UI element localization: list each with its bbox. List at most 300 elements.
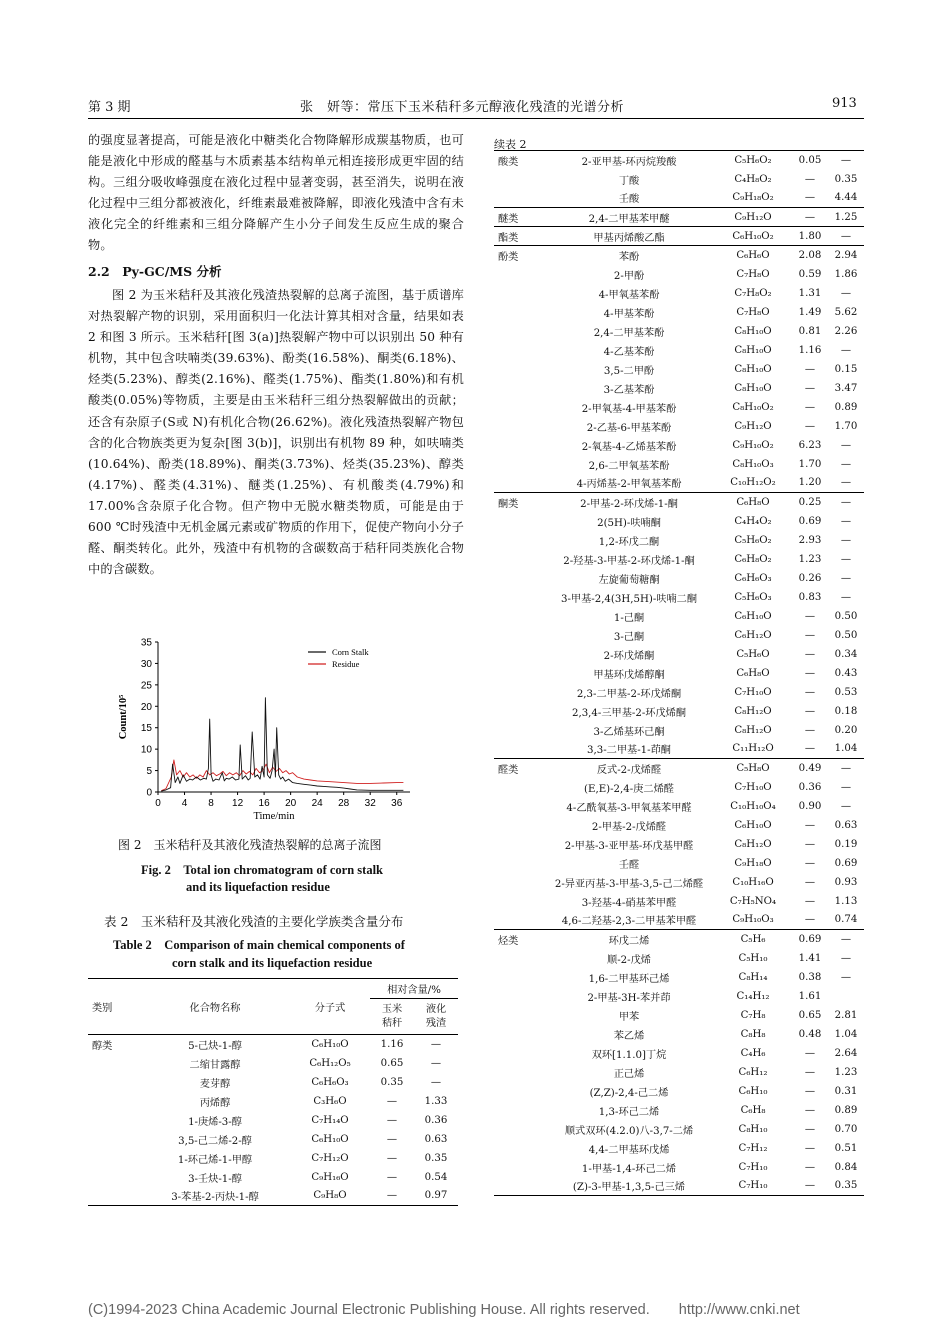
compound-name-cell: 1-己酮 <box>613 612 645 624</box>
table-row <box>494 1120 864 1139</box>
y-tick-label: 25 <box>140 680 152 692</box>
copyright-footer: (C)1994-2023 China Academic Journal Electronic Publishing House. All rights reserved. http://www.cnki.net <box>88 1302 800 1318</box>
table-row <box>494 626 864 645</box>
residue-value-cell: 0.15 <box>834 363 858 375</box>
residue-value-cell: 4.44 <box>834 192 858 204</box>
compound-name-cell: 2-环戊烯酮 <box>603 650 655 662</box>
table-row <box>494 246 864 265</box>
category-cell <box>494 987 544 1006</box>
corn-value-cell: 0.38 <box>798 971 822 983</box>
formula-cell: C₆H₆O₃ <box>734 572 772 584</box>
x-tick-label: 36 <box>391 798 403 809</box>
category-cell <box>494 721 544 740</box>
formula-cell: C₉H₁₈O <box>734 857 772 869</box>
residue-value-cell: — <box>840 952 852 964</box>
table-right-container <box>494 150 864 1196</box>
residue-value-cell: — <box>430 1038 442 1050</box>
figure-caption-cn: 图 2 玉米秸秆及其液化残渣热裂解的总离子流图 <box>118 838 382 852</box>
formula-cell: C₆H₁₂O <box>734 629 772 641</box>
corn-value-cell: — <box>386 1171 398 1183</box>
residue-value-cell: 0.53 <box>834 686 858 698</box>
formula-cell: C₉H₁₆O <box>311 1171 349 1183</box>
category-cell <box>88 1111 140 1130</box>
corn-value-cell: 0.35 <box>380 1076 404 1088</box>
formula-cell: C₆H₆O <box>736 249 770 261</box>
compound-name-cell: 麦芽醇 <box>199 1078 231 1090</box>
formula-cell: C₅H₈O <box>736 762 770 774</box>
category-cell <box>494 892 544 911</box>
corn-value-cell: 0.49 <box>798 762 822 774</box>
corn-value-cell: — <box>804 876 816 888</box>
formula-cell: C₁₀H₁₀O₄ <box>730 800 776 812</box>
corn-value-cell: 1.49 <box>798 306 822 318</box>
table-continued-label: 续表 2 <box>494 138 527 151</box>
category-cell <box>494 873 544 892</box>
table-row <box>88 1168 458 1187</box>
compound-name-cell: 壬醛 <box>618 859 640 871</box>
residue-value-cell: 0.19 <box>834 838 858 850</box>
residue-value-cell: 1.04 <box>834 1028 858 1040</box>
compound-name-cell: 3-己酮 <box>613 631 645 643</box>
formula-cell: C₆H₈O <box>736 496 770 508</box>
category-cell <box>494 797 544 816</box>
compound-name-cell: (Z,Z)-2,4-己二烯 <box>589 1087 669 1099</box>
table-row <box>494 341 864 360</box>
compound-name-cell: 苯乙烯 <box>613 1030 645 1042</box>
formula-cell: C₄H₈O₂ <box>734 173 772 185</box>
table-row <box>494 1139 864 1158</box>
corn-value-cell: — <box>804 743 816 755</box>
corn-value-cell: — <box>804 420 816 432</box>
table-row <box>494 854 864 873</box>
corn-value-cell: 0.36 <box>798 781 822 793</box>
compound-name-cell: 4-乙酰氧基-3-甲氧基苯甲醛 <box>566 802 692 814</box>
compound-name-cell: 反式-2-戊烯醛 <box>596 764 662 776</box>
formula-cell: C₅H₆O₃ <box>734 591 772 603</box>
formula-cell: C₅H₆O₂ <box>734 534 772 546</box>
table-row <box>494 740 864 759</box>
compound-name-cell: 3-苯基-2-丙炔-1-醇 <box>171 1192 259 1204</box>
category-cell: 酯类 <box>498 232 519 244</box>
col-header-corn: 玉米秸秆 <box>381 1003 403 1029</box>
corn-value-cell: — <box>386 1095 398 1107</box>
residue-value-cell: 0.43 <box>834 667 858 679</box>
corn-value-cell: — <box>804 724 816 736</box>
residue-value-cell: 0.18 <box>834 705 858 717</box>
category-cell <box>494 569 544 588</box>
category-cell <box>494 341 544 360</box>
formula-cell: C₇H₁₂ <box>738 1142 768 1154</box>
category-cell <box>494 1120 544 1139</box>
table-row <box>494 911 864 930</box>
formula-cell: C₆H₁₀O <box>734 819 772 831</box>
residue-value-cell: — <box>840 591 852 603</box>
residue-value-cell: 0.63 <box>834 819 858 831</box>
x-tick-label: 24 <box>311 798 323 809</box>
corn-value-cell: — <box>804 401 816 413</box>
residue-value-cell: 1.04 <box>834 743 858 755</box>
compound-name-cell: 4,4-二甲基环戊烯 <box>588 1144 670 1156</box>
corn-value-cell: — <box>804 192 816 204</box>
residue-value-cell: — <box>840 458 852 470</box>
table-row <box>494 208 864 227</box>
corn-value-cell: — <box>804 838 816 850</box>
residue-value-cell: — <box>840 572 852 584</box>
formula-cell: C₉H₁₂O <box>734 211 772 223</box>
legend-label: Corn Stalk <box>332 647 369 657</box>
residue-value-cell: 0.89 <box>834 1104 858 1116</box>
corn-value-cell: — <box>804 686 816 698</box>
residue-value-cell: 0.84 <box>834 1161 858 1173</box>
y-axis-label: Count/10⁵ <box>118 694 129 740</box>
formula-cell: C₆H₁₀O₂ <box>732 230 774 242</box>
corn-value-cell: — <box>804 895 816 907</box>
residue-value-cell: — <box>840 154 852 166</box>
corn-value-cell: 0.65 <box>798 1009 822 1021</box>
category-cell <box>494 1139 544 1158</box>
residue-value-cell: 0.35 <box>424 1152 448 1164</box>
residue-value-cell: — <box>840 477 852 489</box>
corn-value-cell: 2.08 <box>798 249 822 261</box>
x-axis-label: Time/min <box>253 811 295 822</box>
corn-value-cell: — <box>804 667 816 679</box>
corn-value-cell: 1.20 <box>798 477 822 489</box>
residue-value-cell: — <box>840 933 852 945</box>
compound-name-cell: 4-乙基苯酚 <box>603 346 655 358</box>
corn-value-cell: — <box>804 1047 816 1059</box>
formula-cell: C₈H₁₀O₃ <box>732 458 774 470</box>
table-row <box>494 968 864 987</box>
residue-value-cell <box>828 987 864 1006</box>
compound-name-cell: 4-甲基苯酚 <box>603 308 655 320</box>
corn-value-cell: 0.65 <box>380 1057 404 1069</box>
compound-name-cell: 2-羟基-3-甲基-2-环戊烯-1-酮 <box>563 555 695 567</box>
table-row <box>494 512 864 531</box>
category-cell <box>494 170 544 189</box>
table-row <box>494 265 864 284</box>
legend-label: Residue <box>332 659 360 669</box>
compound-name-cell: 2-甲酚 <box>613 270 645 282</box>
table-row <box>494 436 864 455</box>
x-tick-label: 0 <box>155 798 161 809</box>
x-tick-label: 12 <box>232 798 244 809</box>
body-paragraph-1: 的强度显著提高，可能是液化中糖类化合物降解形成羰基物质，也可能是液化中形成的醛基与木质素基本结构单元相连接形成更牢固的结构。三组分吸收峰强度在液化过程中显著变弱，甚至消失，说明在液化过程中三组分都被液化，纤维素最难被降解，即液化残渣中含有未液化完全的纤维素和三组分降解产生小分子间发生反应生成的聚合物。 <box>88 133 464 253</box>
corn-value-cell: — <box>386 1190 398 1202</box>
table-row <box>494 398 864 417</box>
residue-value-cell: 0.74 <box>834 914 858 926</box>
formula-cell: C₈H₁₀O <box>734 344 772 356</box>
table-row <box>494 1025 864 1044</box>
table-row <box>494 417 864 436</box>
residue-value-cell: — <box>840 800 852 812</box>
compound-name-cell: 2-氧基-4-乙烯基苯酚 <box>581 441 677 453</box>
table-row <box>494 379 864 398</box>
table-row <box>494 778 864 797</box>
formula-cell: C₈H₁₄ <box>738 971 768 983</box>
table-row <box>494 683 864 702</box>
corn-value-cell: — <box>804 1161 816 1173</box>
category-cell <box>494 911 544 930</box>
residue-value-cell: 0.34 <box>834 648 858 660</box>
compound-name-cell: 正己烯 <box>613 1068 645 1080</box>
category-cell <box>494 1025 544 1044</box>
category-cell <box>88 1054 140 1073</box>
residue-value-cell: — <box>840 553 852 565</box>
table-row <box>88 1073 458 1092</box>
formula-cell: C₆H₈O <box>736 667 770 679</box>
table-row <box>494 1158 864 1177</box>
compound-name-cell: 2-乙基-6-甲基苯酚 <box>586 422 672 434</box>
table-right <box>494 150 864 1196</box>
corn-value-cell: 0.69 <box>798 515 822 527</box>
running-title: 张 妍等：常压下玉米秸秆多元醇液化残渣的光谱分析 <box>300 100 625 115</box>
figure-caption-en-1: Fig. 2 Total ion chromatogram of corn stalk <box>141 863 384 877</box>
category-cell <box>494 607 544 626</box>
corn-value-cell: — <box>386 1152 398 1164</box>
category-cell <box>88 1073 140 1092</box>
formula-cell: C₇H₈O₂ <box>734 287 772 299</box>
compound-name-cell: 1,2-环戊二酮 <box>598 536 660 548</box>
residue-value-cell: 0.50 <box>834 610 858 622</box>
x-tick-label: 8 <box>208 798 214 809</box>
compound-name-cell: 2-亚甲基-环丙烷羧酸 <box>581 156 677 168</box>
formula-cell: C₁₀H₁₆O <box>732 876 774 888</box>
table-row <box>494 550 864 569</box>
compound-name-cell: 丁酸 <box>618 175 640 187</box>
formula-cell: C₆H₁₀O <box>734 610 772 622</box>
section-heading: 2.2 Py-GC/MS 分析 <box>88 264 222 279</box>
residue-value-cell: 2.81 <box>834 1009 858 1021</box>
category-cell <box>494 702 544 721</box>
formula-cell: C₁₀H₁₂O₂ <box>730 477 776 489</box>
corn-value-cell: — <box>804 1142 816 1154</box>
residue-value-cell: — <box>430 1076 442 1088</box>
body-paragraph-2: 图 2 为玉米秸秆及其液化残渣热裂解的总离子流图，基于质谱库对热裂解产物的识别，采用面积归一化法计算其相对含量，结果如表 2 和图 3 所示。玉米秸秆[图 3(a)]热裂解产物中可以识别出 50 种有机物，其中包含呋喃类(39.63%)、酚类(16.58%)、酮类(6.18%)、烃类(5.23%)、醇类(2.16%)、醛类(1.75%)、酯类(1.80%)和有机酸类(0.05%)等物质，主要是由玉米秸秆三组分热裂解做出的贡献；还含有杂原子(S或 N)有机化合物(26.62%)。液化残渣热裂解产物包含的化合物族类更为复杂[图 3(b)]，识别出有机物 89 种，如呋喃类(10.64%)、酚类(18.89%)、酮类(3.73%)、烃类(35.23%)、醇类(4.17%)、醛类(4.31%)、醚类(1.25%)、有机酸类(4.79%)和 17.00%含杂原子化合物。但产物中无脱水糖类物质，可能是由于 600 ℃时残渣中无机金属元素或矿物质的作用下，促使产物向小分子醛、酮类转化。此外，残渣中有机物的含碳数高于秸秆同类族化合物中的含碳数。 <box>88 288 464 577</box>
compound-name-cell: 甲基环戊烯醇酮 <box>593 669 665 681</box>
table-row <box>494 284 864 303</box>
corn-value-cell: — <box>804 914 816 926</box>
x-tick-label: 16 <box>258 798 270 809</box>
compound-name-cell: 4,6-二羟基-2,3-二甲基苯甲醛 <box>561 916 697 928</box>
table-row <box>494 873 864 892</box>
y-tick-label: 10 <box>140 744 152 756</box>
formula-cell: C₉H₁₀O₂ <box>732 439 774 451</box>
table-row <box>88 1092 458 1111</box>
formula-cell: C₅H₆O₂ <box>734 154 772 166</box>
formula-cell: C₈H₁₀O <box>734 382 772 394</box>
table-row <box>494 645 864 664</box>
table-row <box>494 835 864 854</box>
formula-cell: C₇H₁₀ <box>738 1180 768 1192</box>
y-tick-label: 35 <box>140 637 152 649</box>
corn-value-cell: — <box>804 1066 816 1078</box>
y-tick-label: 5 <box>146 766 152 778</box>
table-row <box>494 987 864 1006</box>
formula-cell: C₉H₁₂O <box>734 420 772 432</box>
table-row <box>88 1130 458 1149</box>
category-cell <box>494 512 544 531</box>
table-row <box>494 1063 864 1082</box>
table-caption-en-1: Table 2 Comparison of main chemical components of <box>113 938 405 952</box>
formula-cell: C₈H₁₀O₂ <box>732 401 774 413</box>
residue-value-cell: — <box>840 287 852 299</box>
formula-cell: C₆H₁₂ <box>738 1066 768 1078</box>
table-left-container <box>88 978 458 1206</box>
table-row <box>494 303 864 322</box>
table-row <box>494 721 864 740</box>
table-row <box>494 455 864 474</box>
category-cell: 酸类 <box>498 156 519 168</box>
residue-value-cell: 2.26 <box>834 325 858 337</box>
category-cell <box>494 835 544 854</box>
formula-cell: C₇H₁₂O <box>311 1152 349 1164</box>
category-cell <box>494 664 544 683</box>
residue-value-cell: 5.62 <box>834 306 858 318</box>
compound-name-cell: 3-甲基-2,4(3H,5H)-呋喃二酮 <box>560 593 698 605</box>
residue-value-cell: — <box>840 230 852 242</box>
formula-cell: C₈H₁₀O <box>734 325 772 337</box>
table-row <box>494 360 864 379</box>
residue-value-cell: — <box>840 496 852 508</box>
table-caption-cn: 表 2 玉米秸秆及其液化残渣的主要化学族类含量分布 <box>104 914 404 929</box>
compound-name-cell: (Z)-3-甲基-1,3,5-己三烯 <box>572 1182 686 1194</box>
category-cell <box>494 455 544 474</box>
x-tick-label: 20 <box>285 798 297 809</box>
table-row <box>88 1054 458 1073</box>
residue-value-cell: 0.35 <box>834 173 858 185</box>
table-row <box>494 702 864 721</box>
compound-name-cell: (E,E)-2,4-庚二烯醛 <box>584 783 674 795</box>
category-cell <box>494 322 544 341</box>
compound-name-cell: 1-甲基-1,4-环己二烯 <box>581 1163 677 1175</box>
corn-value-cell: — <box>804 819 816 831</box>
compound-name-cell: 2-甲基-2-环戊烯-1-酮 <box>580 498 678 510</box>
category-cell <box>494 854 544 873</box>
residue-value-cell: 0.31 <box>834 1085 858 1097</box>
corn-value-cell: — <box>804 382 816 394</box>
residue-value-cell: 0.35 <box>834 1180 858 1192</box>
page-number: 913 <box>832 96 857 111</box>
corn-value-cell: 0.05 <box>798 154 822 166</box>
compound-name-cell: 1-庚烯-3-醇 <box>188 1116 242 1128</box>
y-tick-label: 20 <box>140 701 152 713</box>
formula-cell: C₆H₈ <box>740 1104 766 1116</box>
residue-value-cell: — <box>840 781 852 793</box>
table-row <box>494 322 864 341</box>
corn-value-cell: 1.23 <box>798 553 822 565</box>
residue-value-cell: 0.50 <box>834 629 858 641</box>
category-cell <box>494 189 544 208</box>
residue-value-cell: 0.54 <box>424 1171 448 1183</box>
table-row <box>88 1111 458 1130</box>
formula-cell: C₆H₁₀ <box>738 1085 768 1097</box>
compound-name-cell: 2,4-二甲基苯酚 <box>593 327 665 339</box>
category-cell <box>494 1101 544 1120</box>
category-cell <box>88 1149 140 1168</box>
category-cell <box>494 550 544 569</box>
corn-value-cell: — <box>804 648 816 660</box>
category-cell <box>494 683 544 702</box>
residue-value-cell: 0.93 <box>834 876 858 888</box>
compound-name-cell: 1,3-环己二烯 <box>598 1106 660 1118</box>
formula-cell: C₇H₈O <box>736 268 770 280</box>
formula-cell: C₉H₁₀O₃ <box>732 914 774 926</box>
table-row <box>494 1101 864 1120</box>
table-row <box>88 1035 458 1054</box>
category-cell <box>88 1187 140 1206</box>
compound-name-cell: 2(5H)-呋喃酮 <box>597 517 661 529</box>
table-row <box>494 816 864 835</box>
category-cell <box>494 284 544 303</box>
formula-cell: C₅H₁₀ <box>738 952 768 964</box>
compound-name-cell: 3,3-二甲基-1-茚酮 <box>587 745 671 757</box>
compound-name-cell: 2-甲氧基-4-甲基苯酚 <box>581 403 677 415</box>
table-row <box>494 493 864 512</box>
x-tick-label: 32 <box>364 798 376 809</box>
formula-cell: C₈H₁₂O <box>734 724 772 736</box>
category-cell <box>494 968 544 987</box>
col-header-formula: 分子式 <box>314 1003 346 1014</box>
compound-name-cell: 双环[1.1.0]丁烷 <box>591 1049 667 1061</box>
residue-value-cell: 2.64 <box>834 1047 858 1059</box>
table-row <box>494 1177 864 1196</box>
table-row <box>494 151 864 170</box>
corn-value-cell: 1.16 <box>380 1038 404 1050</box>
formula-cell: C₇H₁₄O <box>311 1114 349 1126</box>
compound-name-cell: 4-甲氧基苯酚 <box>598 289 660 301</box>
residue-value-cell: 1.23 <box>834 1066 858 1078</box>
category-cell <box>494 778 544 797</box>
category-cell <box>494 436 544 455</box>
category-cell: 醚类 <box>498 213 519 225</box>
table-row <box>494 189 864 208</box>
residue-value-cell: 0.51 <box>834 1142 858 1154</box>
compound-name-cell: 1-环己烯-1-甲醇 <box>177 1154 253 1166</box>
category-cell <box>494 645 544 664</box>
header-rule <box>88 118 864 119</box>
residue-value-cell: 0.89 <box>834 401 858 413</box>
corn-value-cell: 0.69 <box>798 933 822 945</box>
x-tick-label: 4 <box>181 798 188 809</box>
formula-cell: C₆H₁₀O <box>311 1133 349 1145</box>
corn-value-cell: — <box>804 1085 816 1097</box>
category-cell <box>494 531 544 550</box>
table-row <box>494 1082 864 1101</box>
residue-value-cell: 1.25 <box>834 211 858 223</box>
corn-value-cell: — <box>804 705 816 717</box>
compound-name-cell: 二缩甘露醇 <box>189 1059 241 1071</box>
category-cell: 酮类 <box>498 498 519 510</box>
corn-value-cell: 0.26 <box>798 572 822 584</box>
formula-cell: C₈H₁₀ <box>738 1123 768 1135</box>
corn-value-cell: 1.80 <box>798 230 822 242</box>
table-row <box>88 1187 458 1206</box>
formula-cell: C₇H₈O <box>736 306 770 318</box>
formula-cell: C₉H₈O <box>313 1190 347 1202</box>
corn-value-cell: 0.59 <box>798 268 822 280</box>
category-cell <box>494 1044 544 1063</box>
tic-chart <box>110 630 420 835</box>
category-cell <box>494 1006 544 1025</box>
residue-value-cell: 1.70 <box>834 420 858 432</box>
corn-value-cell: — <box>804 1104 816 1116</box>
table-row <box>494 569 864 588</box>
compound-name-cell: 2-异亚丙基-3-甲基-3,5-己二烯醛 <box>554 878 704 890</box>
residue-value-cell: 2.94 <box>834 249 858 261</box>
formula-cell: C₈H₈ <box>740 1028 766 1040</box>
residue-value-cell: — <box>840 439 852 451</box>
table-row <box>494 227 864 246</box>
